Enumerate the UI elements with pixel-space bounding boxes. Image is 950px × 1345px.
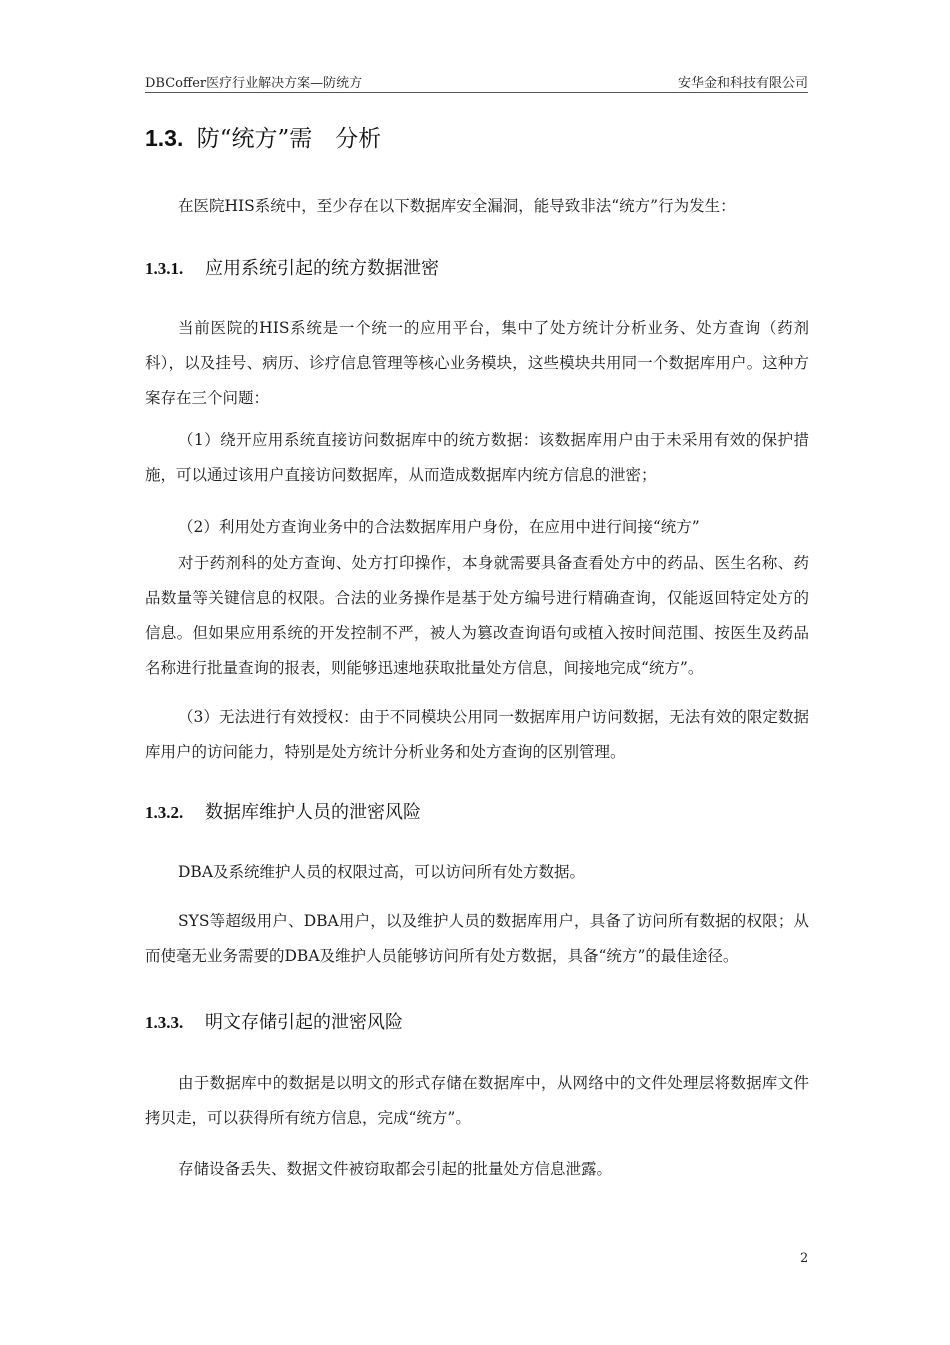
paragraph-item-1: （1）绕开应用系统直接访问数据库中的统方数据：该数据库用户由于未采用有效的保护措施，可以通过该用户直接访问数据库，从而造成数据库内统方信息的泄密； <box>145 431 809 484</box>
subsection-title: 明文存储引起的泄密风险 <box>204 1012 403 1033</box>
header-document-title: DBCoffer医疗行业解决方案—防统方 <box>145 76 363 91</box>
page-header <box>145 72 808 93</box>
subsection-title: 数据库维护人员的泄密风险 <box>204 802 421 823</box>
header-company-name: 安华金和科技有限公司 <box>677 76 808 91</box>
paragraph: 由于数据库中的数据是以明文的形式存储在数据库中，从网络中的文件处理层将数据库文件拷贝走，可以获得所有统方信息，完成“统方”。 <box>145 1074 809 1127</box>
section-number: 1.3. <box>145 125 184 151</box>
section-heading <box>145 120 381 153</box>
subsection-heading-1-3-3 <box>145 1008 403 1034</box>
intro-paragraph: 在医院HIS系统中，至少存在以下数据库安全漏洞，能导致非法“统方”行为发生： <box>178 197 736 215</box>
paragraph: SYS等超级用户、DBA用户，以及维护人员的数据库用户，具备了访问所有数据的权限；从而使毫无业务需要的DBA及维护人员能够访问所有处方数据，具备“统方”的最佳途径。 <box>145 912 809 965</box>
paragraph: 对于药剂科的处方查询、处方打印操作，本身就需要具备查看处方中的药品、医生名称、药品数量等关键信息的权限。合法的业务操作是基于处方编号进行精确查询，仅能返回特定处方的信息。但如果应用系统的开发控制不严，被人为篡改查询语句或植入按时间范围、按医生及药品名称进行批量查询的报表，则能够迅速地获取批量处方信息，间接地完成“统方”。 <box>145 554 809 677</box>
paragraph-item-3: （3）无法进行有效授权：由于不同模块公用同一数据库用户访问数据，无法有效的限定数据库用户的访问能力，特别是处方统计分析业务和处方查询的区别管理。 <box>145 708 809 761</box>
page-number: 2 <box>800 1251 809 1266</box>
subsection-heading-1-3-1 <box>145 254 439 280</box>
paragraph: DBA及系统维护人员的权限过高，可以访问所有处方数据。 <box>178 863 586 881</box>
subsection-number: 1.3.1. <box>145 259 184 278</box>
paragraph-item-2: （2）利用处方查询业务中的合法数据库用户身份，在应用中进行间接“统方” <box>178 518 700 536</box>
subsection-heading-1-3-2 <box>145 798 421 824</box>
paragraph: 当前医院的HIS系统是一个统一的应用平台，集中了处方统计分析业务、处方查询（药剂科），以及挂号、病历、诊疗信息管理等核心业务模块，这些模块共用同一个数据库用户。这种方案存在三个问题： <box>145 319 809 407</box>
subsection-number: 1.3.2. <box>145 803 184 822</box>
paragraph: 存储设备丢失、数据文件被窃取都会引起的批量处方信息泄露。 <box>178 1160 613 1178</box>
subsection-title: 应用系统引起的统方数据泄密 <box>204 258 439 279</box>
subsection-number: 1.3.3. <box>145 1013 184 1032</box>
section-title: 防“统方”需 分析 <box>196 126 382 152</box>
